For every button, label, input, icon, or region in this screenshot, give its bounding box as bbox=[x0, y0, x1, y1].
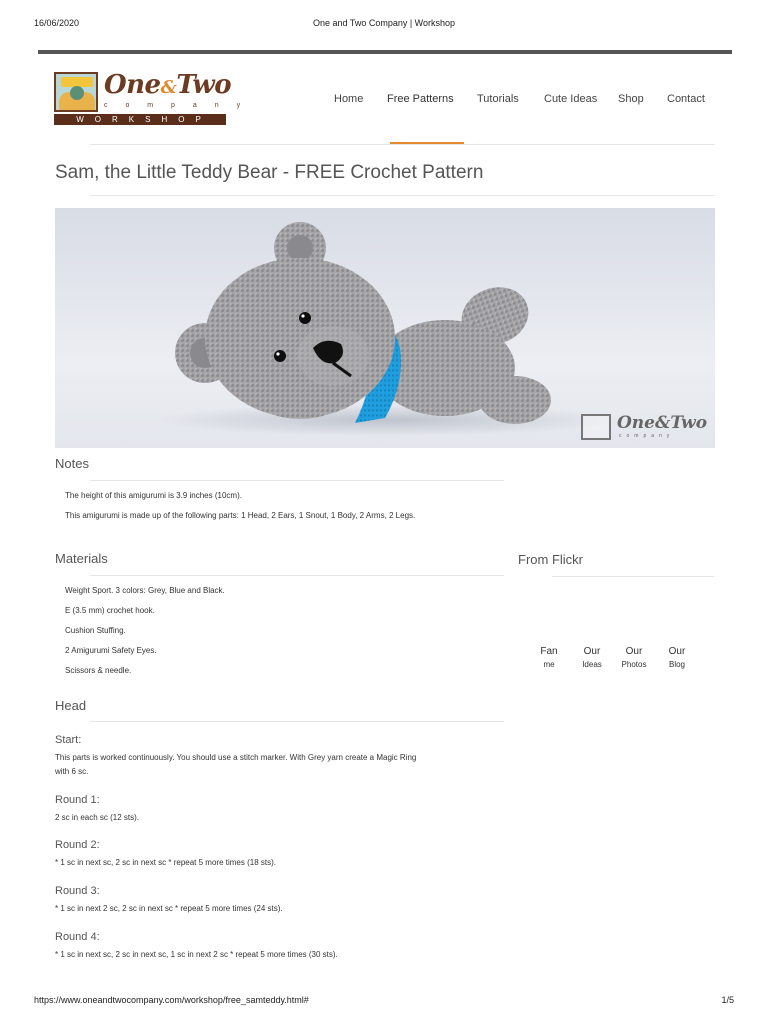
flickr-link-our-photos[interactable]: Our Photos bbox=[621, 646, 647, 669]
round-label: Round 2: bbox=[55, 839, 100, 851]
round-text: 2 sc in each sc (12 sts). bbox=[55, 813, 140, 822]
round-label: Round 4: bbox=[55, 931, 100, 943]
nav-contact[interactable]: Contact bbox=[667, 93, 705, 105]
start-text: This parts is worked continuously. You should use a stitch marker. With Grey yarn create a Magic Ring bbox=[55, 753, 417, 762]
notes-divider bbox=[90, 480, 504, 481]
notes-line: This amigurumi is made up of the following parts: 1 Head, 2 Ears, 1 Snout, 1 Body, 2 Arms, 2 Legs. bbox=[65, 511, 416, 520]
notes-heading: Notes bbox=[55, 456, 89, 471]
top-divider bbox=[38, 50, 732, 54]
materials-divider bbox=[90, 575, 504, 576]
logo-company-text: c o m p a n y bbox=[104, 102, 249, 109]
page-title: Sam, the Little Teddy Bear - FREE Crochet Pattern bbox=[55, 162, 484, 183]
flickr-link-fan-me[interactable]: Fan me bbox=[540, 646, 558, 669]
materials-item: E (3.5 mm) crochet hook. bbox=[65, 606, 155, 615]
materials-item: 2 Amigurumi Safety Eyes. bbox=[65, 646, 157, 655]
round-text: * 1 sc in next sc, 2 sc in next sc * repeat 5 more times (18 sts). bbox=[55, 858, 276, 867]
materials-item: Weight Sport. 3 colors: Grey, Blue and Black. bbox=[65, 586, 225, 595]
notes-line: The height of this amigurumi is 3.9 inches (10cm). bbox=[65, 491, 242, 500]
nav-divider bbox=[90, 144, 715, 145]
title-divider bbox=[90, 195, 715, 196]
print-page-title: One and Two Company | Workshop bbox=[312, 18, 456, 28]
start-text: with 6 sc. bbox=[55, 767, 89, 776]
round-label: Round 1: bbox=[55, 794, 100, 806]
nav-cute-ideas[interactable]: Cute Ideas bbox=[544, 93, 598, 105]
materials-heading: Materials bbox=[55, 551, 108, 566]
logo-workshop-band: WORKSHOP bbox=[54, 114, 226, 125]
nav-tutorials[interactable]: Tutorials bbox=[477, 93, 519, 105]
start-label: Start: bbox=[55, 734, 82, 746]
flickr-heading: From Flickr bbox=[518, 552, 583, 567]
flickr-divider bbox=[552, 576, 714, 577]
head-divider bbox=[90, 721, 504, 722]
materials-item: Scissors & needle. bbox=[65, 666, 132, 675]
round-label: Round 3: bbox=[55, 885, 100, 897]
round-text: * 1 sc in next sc, 2 sc in next sc, 1 sc in next 2 sc * repeat 5 more times (30 sts). bbox=[55, 950, 338, 959]
materials-item: Cushion Stuffing. bbox=[65, 626, 126, 635]
print-url: https://www.oneandtwocompany.com/workshop/free_samteddy.html# bbox=[34, 995, 309, 1005]
flickr-link-our-ideas[interactable]: Our Ideas bbox=[582, 646, 602, 669]
hero-image bbox=[55, 208, 715, 448]
nav-free-patterns[interactable]: Free Patterns bbox=[387, 93, 454, 105]
watermark-emblem bbox=[581, 414, 611, 440]
main-nav bbox=[0, 93, 768, 109]
head-heading: Head bbox=[55, 698, 87, 713]
flickr-link-our-blog[interactable]: Our Blog bbox=[668, 646, 686, 669]
print-page-number: 1/5 bbox=[721, 995, 734, 1005]
watermark-company: company bbox=[619, 433, 675, 439]
print-date: 16/06/2020 bbox=[34, 18, 80, 28]
nav-home[interactable]: Home bbox=[334, 93, 364, 105]
logo-wordmark: One&Two bbox=[104, 70, 232, 100]
hero-watermark bbox=[581, 414, 709, 442]
nav-shop[interactable]: Shop bbox=[618, 93, 644, 105]
round-text: * 1 sc in next 2 sc, 2 sc in next sc * repeat 5 more times (24 sts). bbox=[55, 904, 283, 913]
watermark-name: One&Two bbox=[617, 413, 708, 433]
teddy-bear-illustration bbox=[55, 208, 715, 448]
